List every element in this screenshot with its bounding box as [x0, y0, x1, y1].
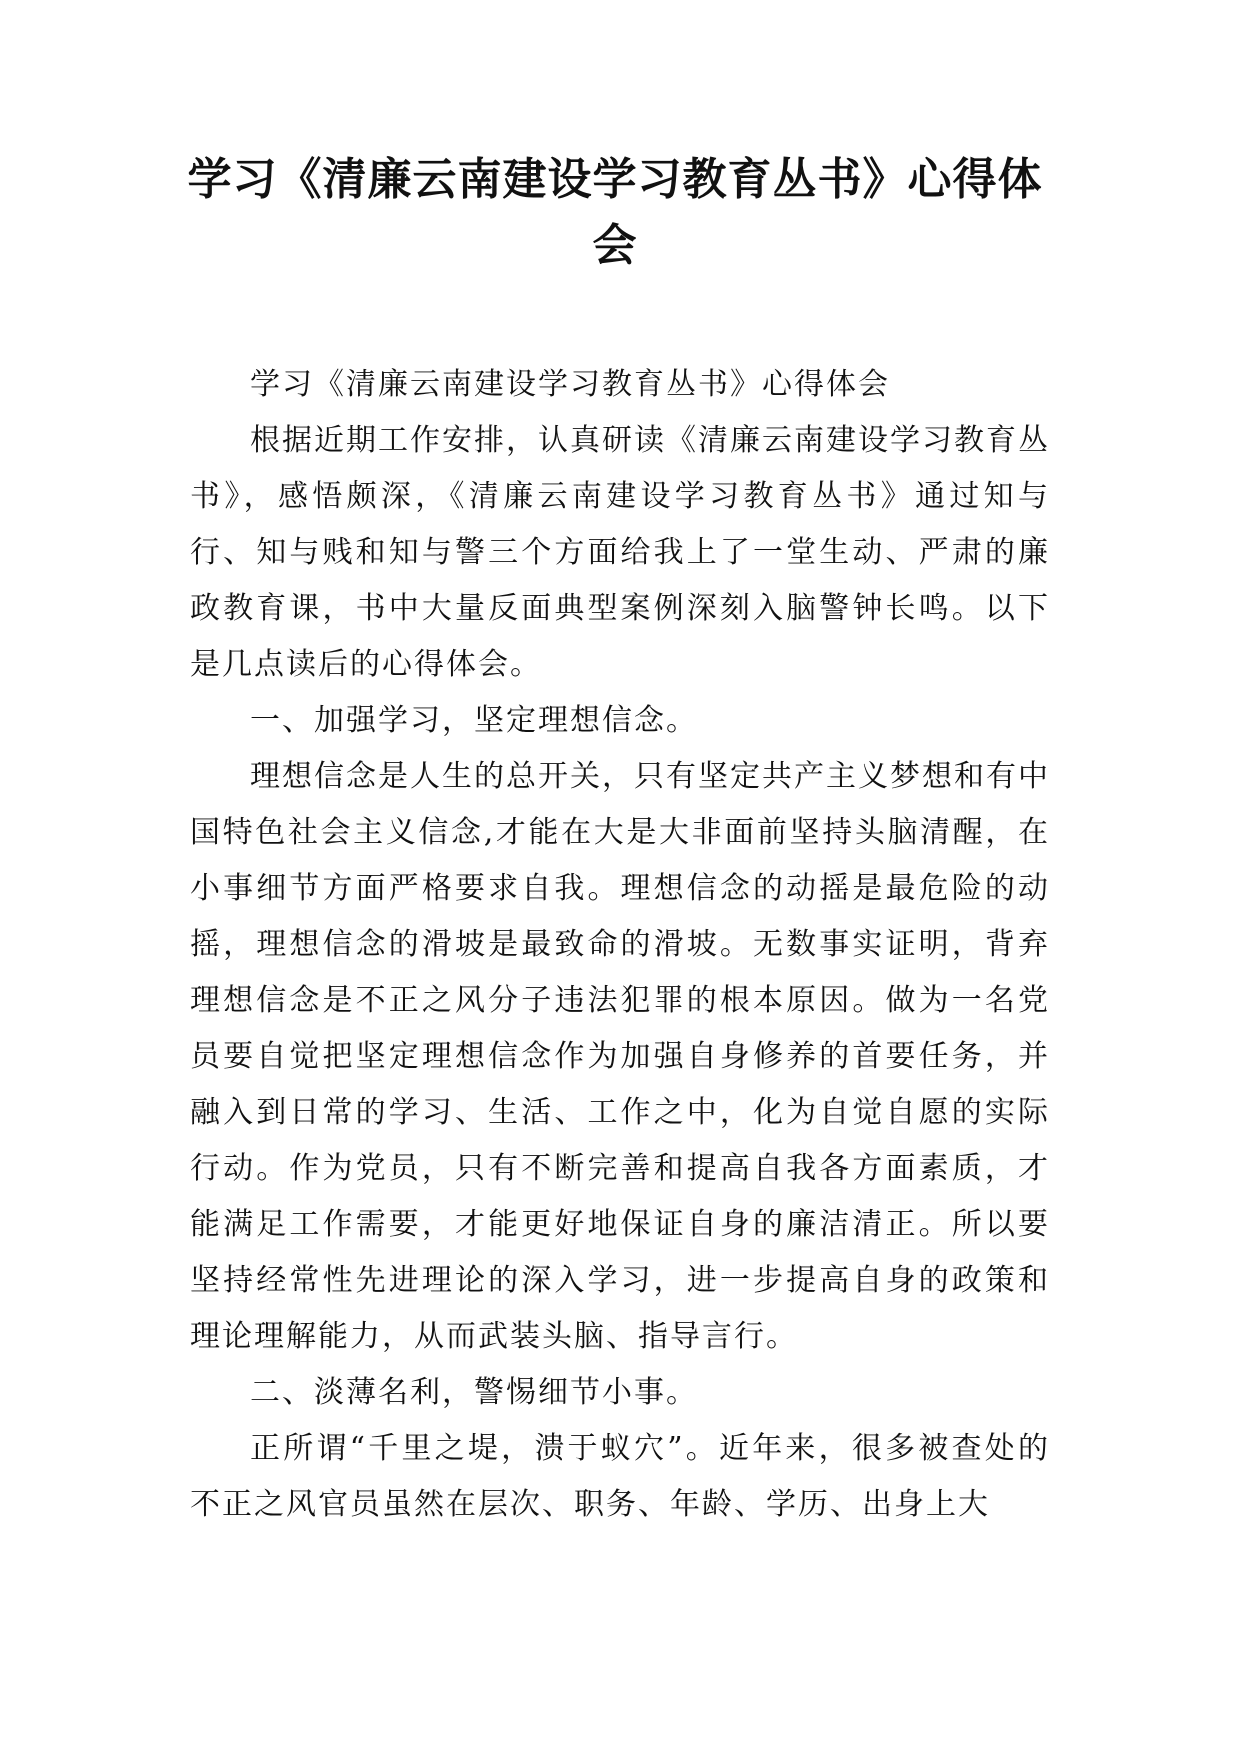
section-heading-2: 二、淡薄名利，警惕细节小事。	[250, 1375, 698, 1410]
document-body	[190, 357, 1050, 1533]
section-heading-1: 一、加强学习，坚定理想信念。	[250, 703, 698, 738]
subtitle-paragraph: 学习《清廉云南建设学习教育丛书》心得体会	[250, 367, 890, 402]
document-title: 学习《清廉云南建设学习教育丛书》心得体会	[187, 154, 1043, 271]
section-1-paragraph: 理想信念是人生的总开关，只有坚定共产主义梦想和有中国特色社会主义信念,才能在大是大非面前坚持头脑清醒，在小事细节方面严格要求自我。理想信念的动摇是最危险的动摇，理想信念的滑坡是最致命的滑坡。无数事实证明，背弃理想信念是不正之风分子违法犯罪的根本原因。做为一名党员要自觉把坚定理想信念作为加强自身修养的首要任务，并融入到日常的学习、生活、工作之中，化为自觉自愿的实际行动。作为党员，只有不断完善和提高自我各方面素质，才能满足工作需要，才能更好地保证自身的廉洁清正。所以要坚持经常性先进理论的深入学习，进一步提高自身的政策和理论理解能力，从而武装头脑、指导言行。	[190, 759, 1050, 1354]
intro-paragraph: 根据近期工作安排，认真研读《清廉云南建设学习教育丛书》，感悟颇深，《清廉云南建设学习教育丛书》通过知与行、知与贱和知与警三个方面给我上了一堂生动、严肃的廉政教育课，书中大量反面典型案例深刻入脑警钟长鸣。以下是几点读后的心得体会。	[190, 423, 1050, 682]
section-2-paragraph: 正所谓“千里之堤，溃于蚁穴”。近年来，很多被查处的不正之风官员虽然在层次、职务、年龄、学历、出身上大	[190, 1431, 1050, 1522]
